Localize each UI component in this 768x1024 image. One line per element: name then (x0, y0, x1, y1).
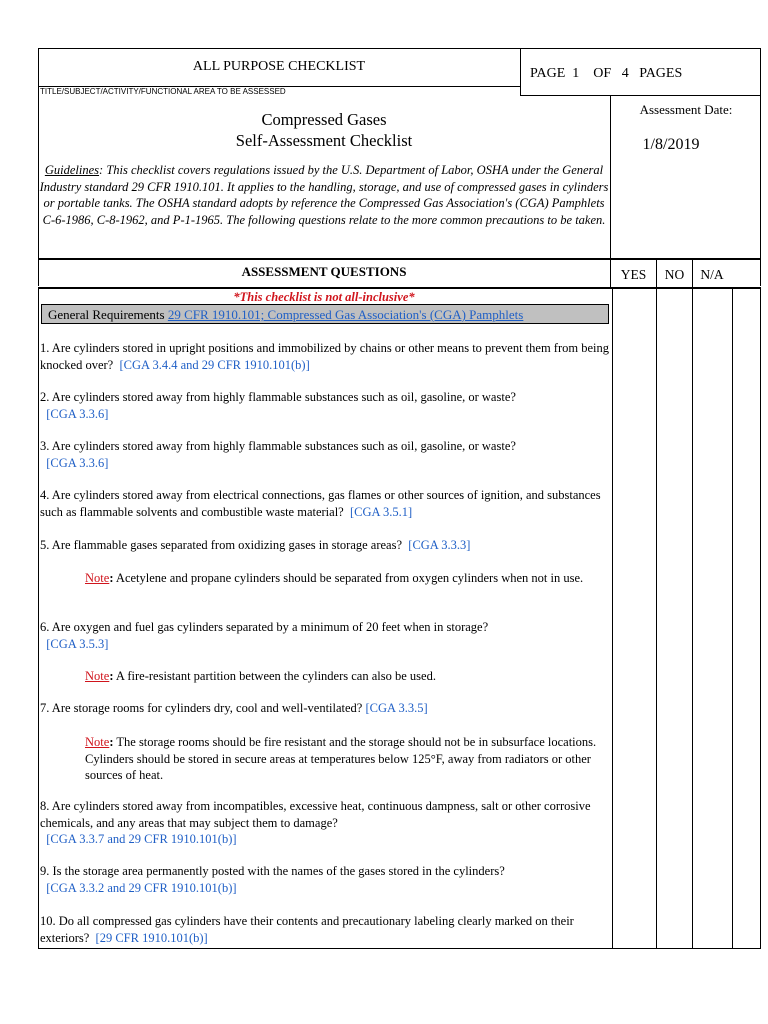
guidelines-text: : This checklist covers regulations issued by the U.S. Department of Labor, OSHA under the General Industry standard 29 CFR 1910.101. It applies to the handling, storage, and use of compressed gases in cylinders or portable tanks. The OSHA standard adopts by reference the Compressed Gas Association's (CGA) Pamphlets C-6-1986, C-8-1962, and P-1-1965. The following questions relate to the more common precautions to be taken. (39, 163, 609, 227)
note-colon: : (109, 735, 114, 749)
na-header: N/A (700, 267, 724, 282)
question-text: 8. Are cylinders stored away from incompatibles, excessive heat, continuous dampness, salt or other corrosive chemicals, and any areas that may subject them to damage? (40, 799, 591, 830)
question-reference[interactable]: [CGA 3.4.4 and 29 CFR 1910.101(b)] (119, 357, 310, 372)
date-column-divider (610, 95, 611, 258)
title-line-1: Compressed Gases (261, 110, 387, 129)
section-header (41, 304, 609, 324)
question-8 (40, 798, 612, 848)
question-text: 1. Are cylinders stored in upright positions and immobilized by chains or other means to prevent them from being knocked over? (40, 341, 609, 372)
questions-header: ASSESSMENT QUESTIONS (241, 264, 407, 279)
guidelines (38, 162, 610, 228)
pages-word: PAGES (639, 66, 683, 81)
question-reference[interactable]: [CGA 3.3.2 and 29 CFR 1910.101(b)] (46, 880, 237, 895)
yes-col-line (612, 287, 613, 949)
question-10 (40, 913, 612, 946)
question-1 (40, 340, 612, 373)
yes-header: YES (620, 267, 647, 282)
note-label: Note (85, 571, 110, 585)
document-title (38, 109, 610, 151)
form-title: ALL PURPOSE CHECKLIST (192, 59, 366, 74)
note-label: Note (85, 735, 110, 749)
note-label: Note (85, 669, 110, 683)
note-colon: : (109, 669, 114, 683)
question-reference[interactable]: [CGA 3.3.7 and 29 CFR 1910.101(b)] (46, 832, 237, 846)
page-number: 1 (572, 66, 580, 81)
of-word: OF (593, 66, 612, 81)
note-text: The storage rooms should be fire resistant and the storage should not be in subsurface locations. Cylinders should be stored in secure areas at temperatures below 125°F, away from radiators or other sources of heat. (85, 735, 597, 782)
page-box-bottom (520, 95, 761, 96)
question-3 (40, 438, 612, 471)
assessment-date-label: Assessment Date: (639, 102, 733, 117)
no-header: NO (664, 267, 685, 282)
question-reference[interactable]: [CGA 3.3.5] (365, 701, 428, 715)
question-text: 2. Are cylinders stored away from highly flammable substances such as oil, gasoline, or waste? (40, 390, 516, 404)
note-text: Acetylene and propane cylinders should be separated from oxygen cylinders when not in use. (113, 571, 584, 585)
subject-label: TITLE/SUBJECT/ACTIVITY/FUNCTIONAL AREA TO BE ASSESSED (40, 87, 286, 96)
note-3 (85, 734, 610, 784)
question-6 (40, 619, 612, 652)
question-text: 5. Are flammable gases separated from oxidizing gases in storage areas? (40, 538, 403, 552)
note-2 (85, 668, 610, 685)
assessment-date: 1/8/2019 (642, 136, 700, 153)
table-body-frame (38, 287, 761, 949)
question-5 (40, 537, 612, 554)
note-text: A fire-resistant partition between the cylinders can also be used. (113, 669, 436, 683)
question-text: 6. Are oxygen and fuel gas cylinders separated by a minimum of 20 feet when in storage? (40, 620, 489, 634)
page-word: PAGE (530, 66, 566, 81)
question-text: 7. Are storage rooms for cylinders dry, cool and well-ventilated? (40, 701, 363, 715)
section-reference-link[interactable]: 29 CFR 1910.101; Compressed Gas Association's (CGA) Pamphlets (167, 307, 524, 322)
question-reference[interactable]: [CGA 3.5.1] (349, 504, 413, 519)
note-1 (85, 570, 610, 587)
question-reference[interactable]: [29 CFR 1910.101(b)] (95, 930, 208, 945)
na-col-line (692, 287, 693, 949)
question-text: 3. Are cylinders stored away from highly flammable substances such as oil, gasoline, or waste? (40, 439, 516, 453)
question-2 (40, 389, 612, 422)
question-text: 10. Do all compressed gas cylinders have their contents and precautionary labeling clearly marked on their exteriors? (40, 914, 574, 945)
question-9 (40, 863, 612, 896)
question-4 (40, 487, 612, 520)
note-colon: : (109, 571, 114, 585)
section-label: General Requirements (48, 307, 165, 322)
question-7 (40, 700, 612, 717)
question-reference[interactable]: [CGA 3.3.3] (408, 538, 471, 552)
question-reference[interactable]: [CGA 3.3.6] (46, 455, 109, 470)
right-col-line (732, 287, 733, 949)
total-pages: 4 (621, 66, 629, 81)
disclaimer: *This checklist is not all-inclusive* (233, 290, 415, 304)
question-text: 9. Is the storage area permanently posted with the names of the gases stored in the cylinders? (40, 864, 505, 878)
title-line-2: Self-Assessment Checklist (235, 131, 413, 150)
question-reference[interactable]: [CGA 3.5.3] (46, 636, 109, 651)
guidelines-label: Guidelines (44, 163, 100, 177)
question-reference[interactable]: [CGA 3.3.6] (46, 406, 109, 421)
no-col-line (656, 287, 657, 949)
page-indicator (530, 66, 750, 82)
page-box-divider (520, 48, 521, 96)
question-text: 4. Are cylinders stored away from electrical connections, gas flames or other sources of ignition, and substances such as flammable solvents and combustible waste material? (40, 488, 601, 519)
